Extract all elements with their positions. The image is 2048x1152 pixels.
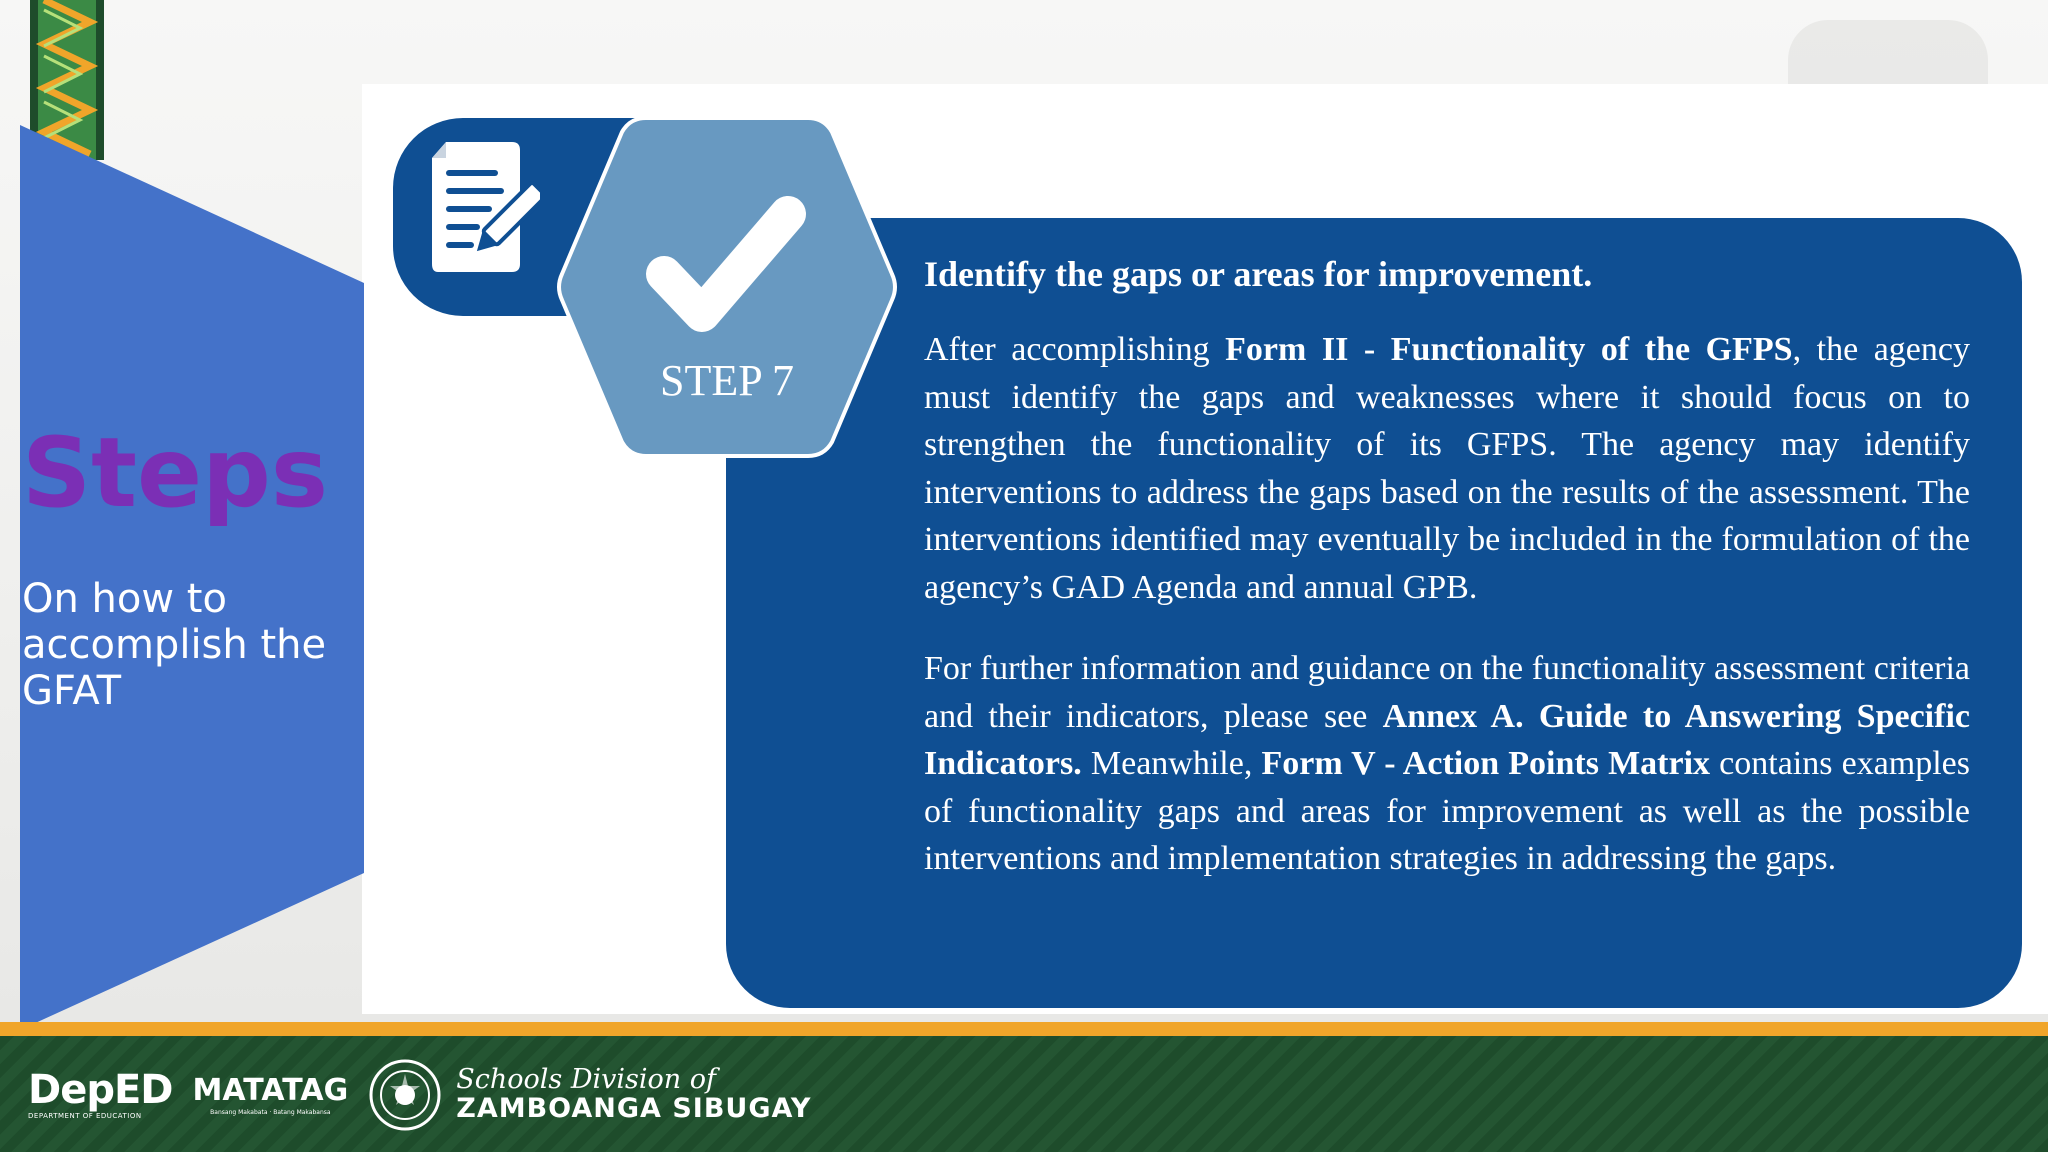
p1-pre: After accomplishing <box>924 331 1226 368</box>
paragraph-1 <box>924 326 1970 611</box>
division-logo <box>456 1066 811 1124</box>
deped-logo-text: DepED <box>28 1067 173 1113</box>
deped-logo-subtext: DEPARTMENT OF EDUCATION <box>28 1112 142 1120</box>
deped-logo <box>28 1067 173 1120</box>
p1-post: , the agency must identify the gaps and weaknesses where it should focus on to strengthen the functionality of its GFPS. The agency may identify interventions to address the gaps based on the results of the assessment. The interventions identified may eventually be included in the formulation of the agency’s GAD Agenda and annual GPB. <box>924 331 1970 606</box>
content-text <box>924 248 1970 917</box>
document-pen-icon <box>428 140 540 276</box>
sidebar-subtitle: On how to accomplish the GFAT <box>22 576 327 714</box>
step-hexagon <box>556 114 898 460</box>
division-name: ZAMBOANGA SIBUGAY <box>456 1093 812 1124</box>
footer-accent-bar <box>0 1022 2048 1036</box>
p1-form-ii: Form II - Functionality of the GFPS <box>1225 331 1793 368</box>
footer-logos <box>28 1052 811 1138</box>
matatag-logo-text: MATATAG <box>192 1072 349 1108</box>
matatag-logo <box>192 1072 349 1116</box>
p2-post: contains examples of functionality gaps and areas for improvement as well as the possible interventions and implementation strategies in addressing the gaps. <box>924 745 1971 877</box>
sidebar-title: Steps <box>22 417 328 529</box>
p2-form-v: Form V - Action Points Matrix <box>1261 745 1711 782</box>
p2-annex-a: Annex A. Guide to Answering Specific Indicators. <box>924 697 1970 782</box>
content-heading: Identify the gaps or areas for improvement. <box>924 254 1593 294</box>
paragraph-2 <box>924 645 1970 883</box>
division-script: Schools Division of <box>456 1064 716 1095</box>
deped-seal-icon <box>368 1058 442 1132</box>
p2-mid: Meanwhile, <box>1081 745 1262 782</box>
p2-pre: For further information and guidance on the functionality assessment criteria and their indicators, please see <box>924 650 1970 735</box>
step-label: STEP 7 <box>659 356 795 405</box>
matatag-logo-subtext: Bansang Makabata · Batang Makabansa <box>210 1108 331 1116</box>
